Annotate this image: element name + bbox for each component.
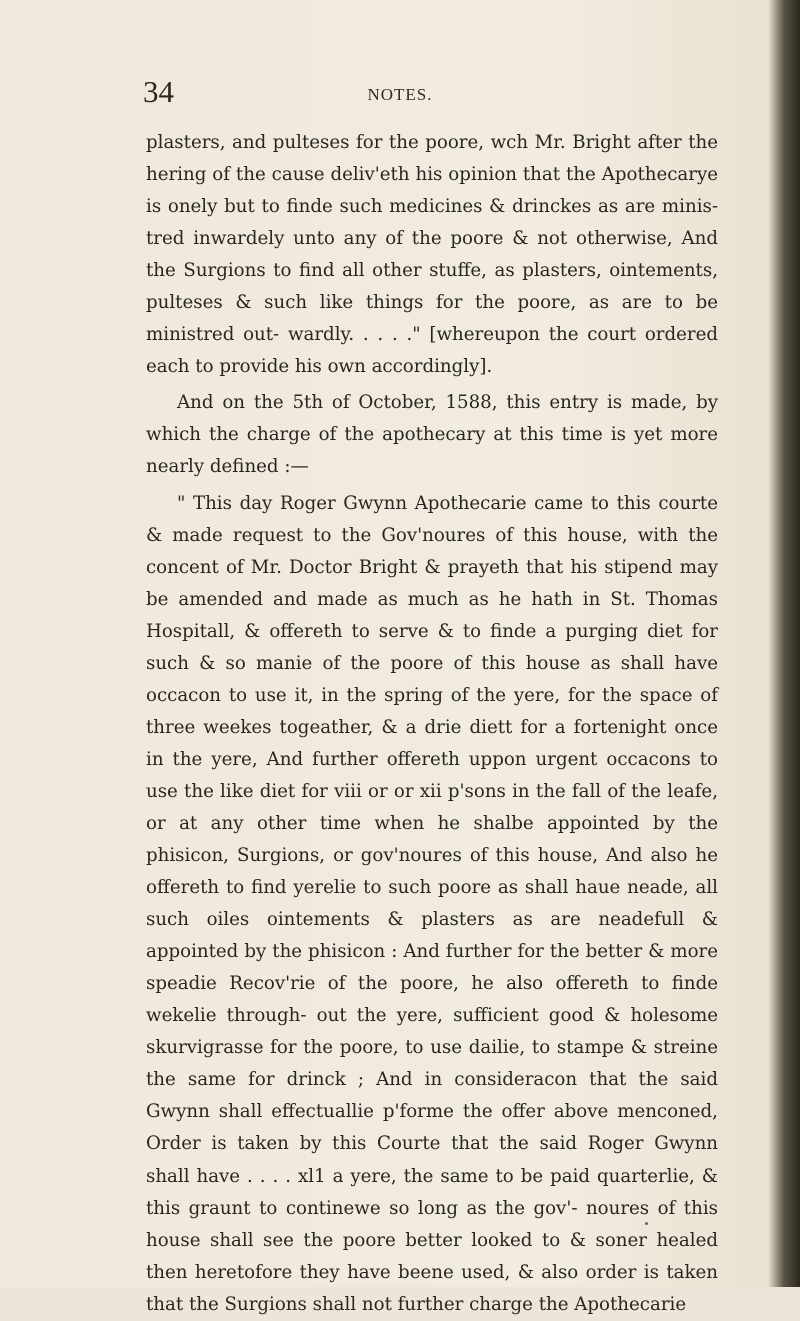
text-line: out the yere, sufficient good & holesome skurvigrasse for the — [146, 1005, 718, 1059]
text-line: And on the 5th of October, 1588, this entry is made, by which — [146, 392, 718, 446]
ink-speck — [645, 1222, 648, 1225]
text-line: plasters, and pulteses for the poore, wch Mr. Bright after the — [146, 132, 718, 153]
text-line: & such like things for the poore, as are to be ministred out- — [146, 292, 718, 346]
text-line: made request to the Gov'noures of this house, with the concent — [146, 524, 718, 578]
text-line: said Roger Gwynn shall have . . . . xl1 a yere, the same to be — [146, 1133, 718, 1187]
text-line: of the yere, for the space of three weekes togeather, & a drie — [146, 684, 718, 738]
text-line: to serve & to finde a purging diet for such & so manie of the — [146, 620, 718, 674]
text-line: poore, to use dailie, to stampe & streine the same for drinck ; — [146, 1037, 719, 1091]
text-line: the offer above menconed, Order is taken by this Courte that the — [146, 1101, 718, 1155]
text-line: paid quarterlie, & this graunt to continewe so long as the gov'- — [146, 1165, 718, 1219]
text-line: by the phisicon, Surgions, or gov'noures of this house, And — [146, 812, 718, 867]
text-line: diett for a fortenight once in the yere, And further offereth uppon — [146, 716, 718, 770]
text-line: taken that the Surgions shall not further charge the Apothecarie — [146, 1261, 718, 1315]
text-line: And in consideracon that the said Gwynn shall effectuallie p'forme — [146, 1069, 718, 1123]
paragraph-continuation — [146, 127, 718, 383]
text-line: Surgions to find all other stuffe, as plasters, ointements, pulteses — [146, 260, 718, 314]
text-line: " This day Roger Gwynn Apothecarie came to this courte & — [146, 492, 718, 546]
text-line: his own accordingly]. — [294, 356, 493, 378]
text-line: urgent occacons to use the like diet for viii or or xii p'sons in the — [146, 748, 718, 802]
text-line: noures of this house shall see the poore better looked to & soner — [146, 1197, 718, 1251]
text-line: wardly. . . . ." [whereupon the court ordered each to provide — [146, 324, 718, 378]
page-body — [146, 127, 718, 1321]
text-line: is onely but to finde such medicines & drinckes as are minis- — [146, 196, 718, 218]
page-number: 34 — [143, 74, 174, 109]
text-line: also he offereth to find yerelie to such poore as shall haue neade, — [146, 845, 718, 899]
text-line: the charge of the apothecary at this time is yet more nearly — [146, 424, 718, 478]
text-line: and made as much as he hath in St. Thomas Hospitall, & offereth — [146, 588, 718, 642]
text-line: Recov'rie of the poore, he also offereth to finde wekelie through- — [146, 973, 718, 1027]
text-line: poore of this house as shall have occacon to use it, in the spring — [146, 652, 718, 706]
text-line: fall of the leafe, or at any other time when he shalbe appointed — [146, 780, 718, 834]
text-line: tred inwardely unto any of the poore & not otherwise, And the — [146, 228, 718, 282]
text-line: hering of the cause deliv'eth his opinion that the Apothecarye — [146, 164, 718, 186]
text-line: all such oiles ointements & plasters as are neadefull & appointed — [146, 877, 718, 963]
running-head: NOTES. — [367, 85, 433, 104]
paragraph-entry — [146, 387, 718, 483]
paragraph-quotation — [146, 488, 718, 1321]
text-line: defined :— — [209, 456, 309, 478]
text-line: healed then heretofore they have beene used, & also order is — [146, 1229, 718, 1283]
text-line: of Mr. Doctor Bright & prayeth that his stipend may be amended — [146, 556, 718, 610]
text-line: by the phisicon : And further for the better & more speadie — [146, 941, 718, 995]
